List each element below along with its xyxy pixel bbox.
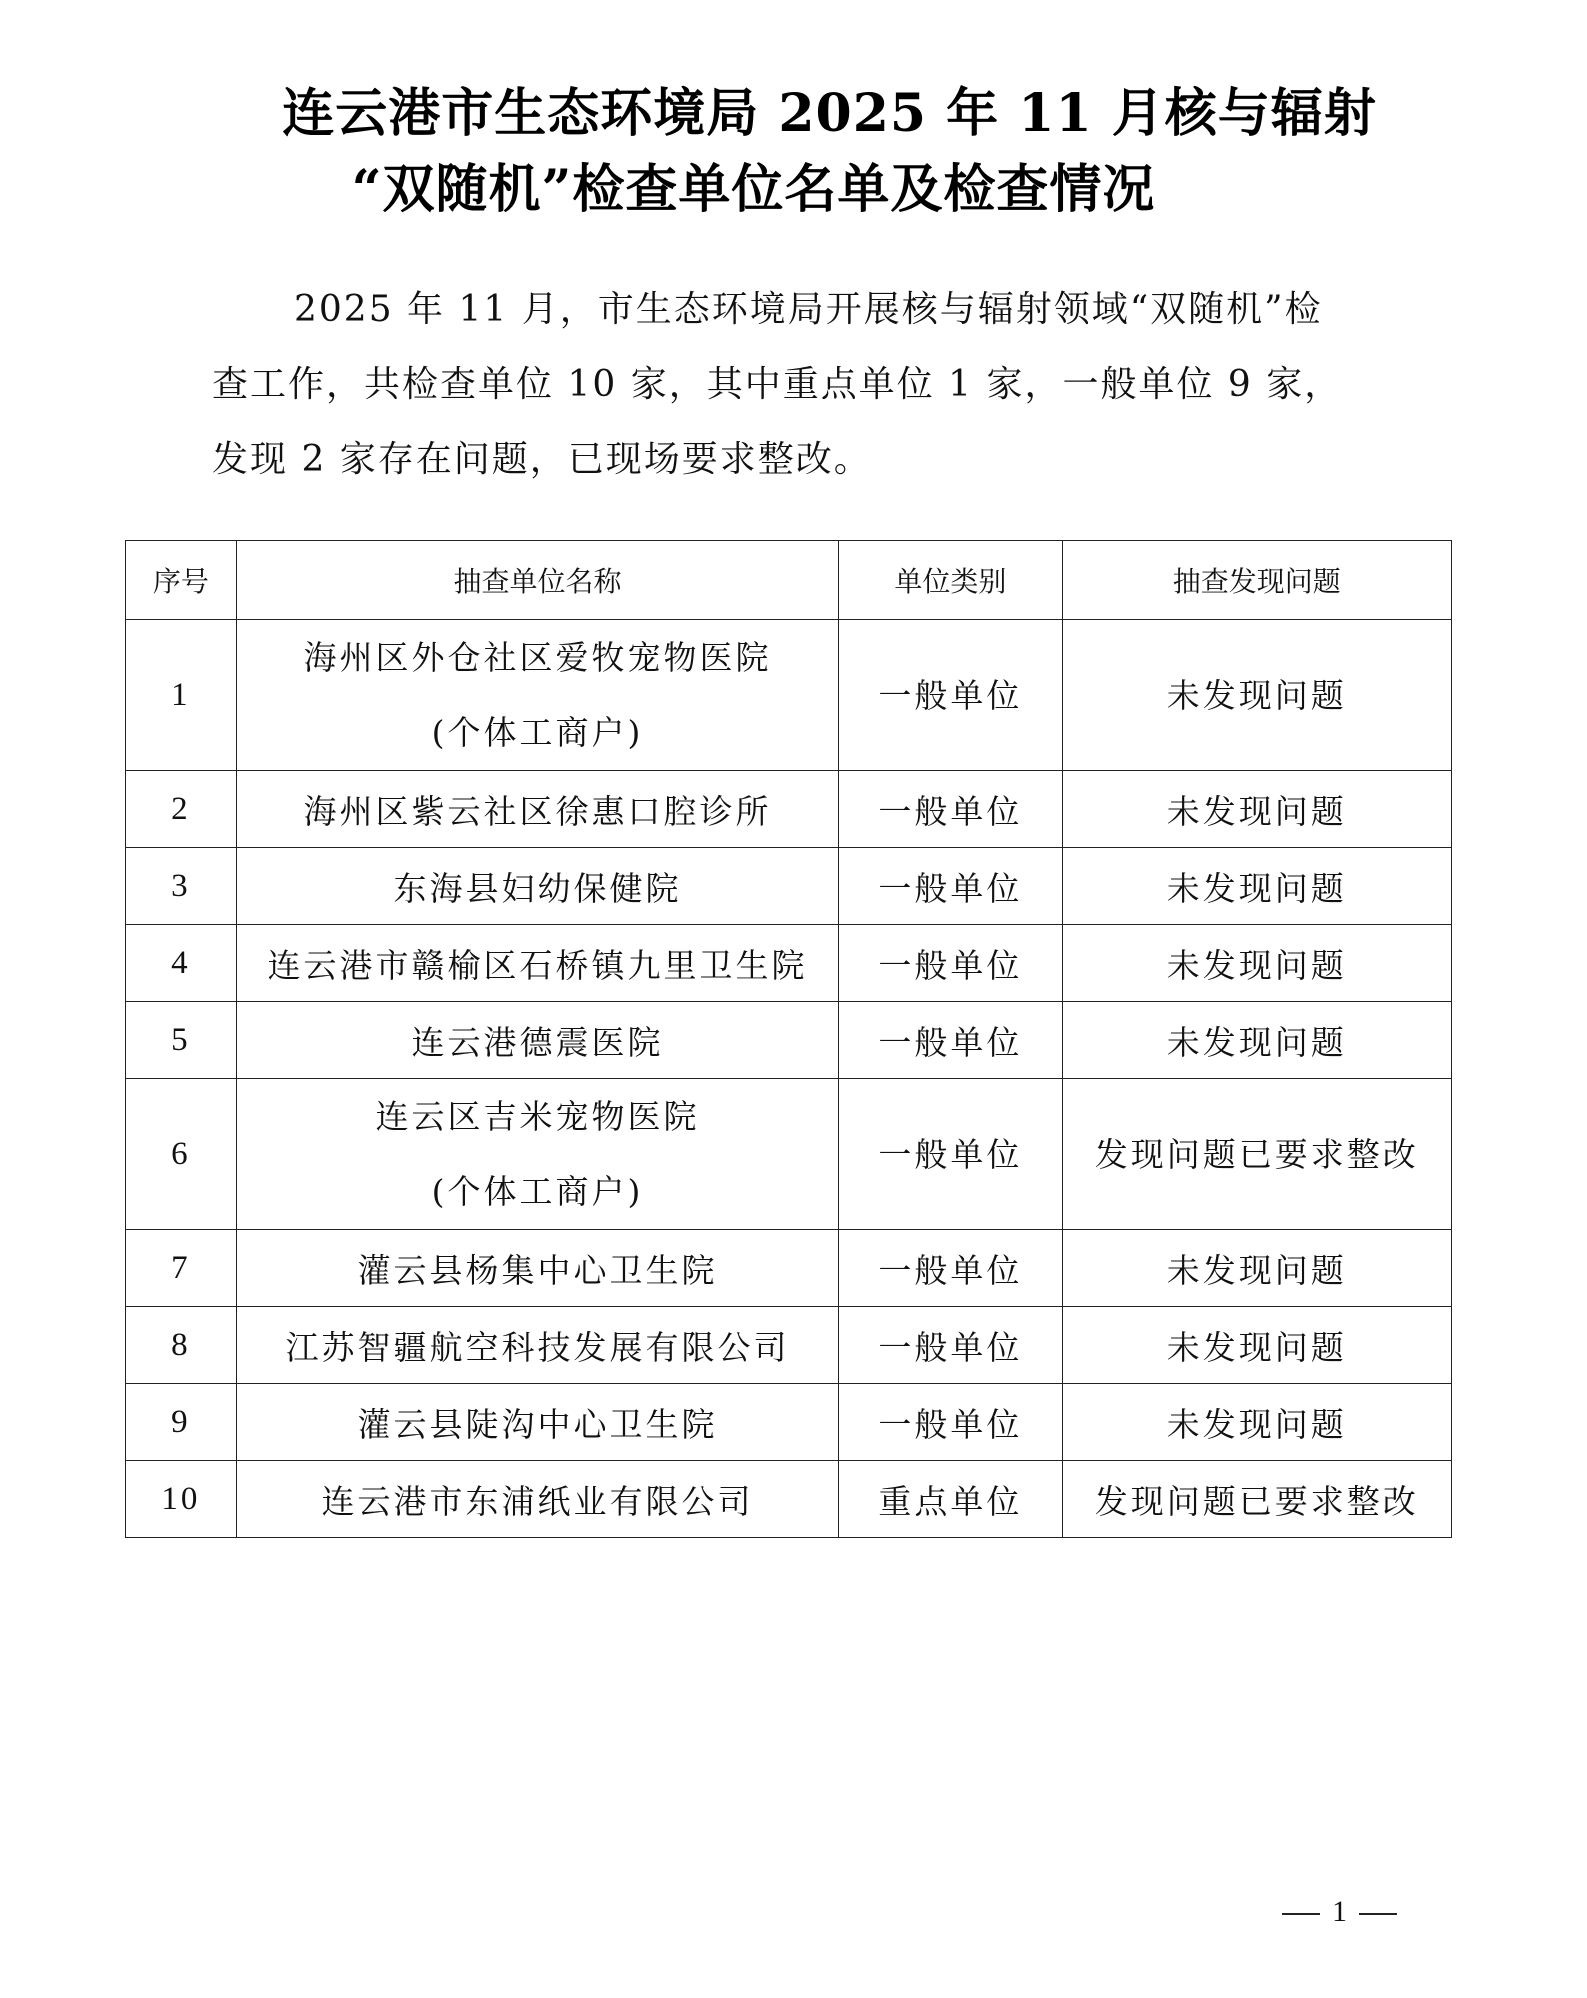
cell-inspection-finding: 未发现问题 xyxy=(1062,1002,1452,1079)
cell-inspection-finding: 未发现问题 xyxy=(1062,925,1452,1002)
cell-unit-name: 灌云县杨集中心卫生院 xyxy=(236,1230,839,1307)
cell-serial-number: 2 xyxy=(126,771,237,848)
cell-inspection-finding: 发现问题已要求整改 xyxy=(1062,1461,1452,1538)
table-row xyxy=(126,771,1452,848)
table-row xyxy=(126,1079,1452,1230)
inspection-table xyxy=(125,540,1452,1538)
cell-serial-number: 10 xyxy=(126,1461,237,1538)
cell-unit-category: 一般单位 xyxy=(839,771,1062,848)
cell-unit-name xyxy=(236,1079,839,1230)
cell-unit-category: 一般单位 xyxy=(839,1307,1062,1384)
summary-paragraph xyxy=(212,272,1392,497)
cell-unit-name: 海州区紫云社区徐惠口腔诊所 xyxy=(236,771,839,848)
cell-unit-category: 重点单位 xyxy=(839,1461,1062,1538)
table-row xyxy=(126,848,1452,925)
page-number-footer xyxy=(1270,1895,1409,1929)
document-title-line-1: 连云港市生态环境局 2025 年 11 月核与辐射 xyxy=(282,83,1377,144)
cell-unit-name: 江苏智疆航空科技发展有限公司 xyxy=(236,1307,839,1384)
cell-unit-category: 一般单位 xyxy=(839,1230,1062,1307)
cell-inspection-finding: 未发现问题 xyxy=(1062,771,1452,848)
cell-unit-category: 一般单位 xyxy=(839,1384,1062,1461)
cell-serial-number: 1 xyxy=(126,620,237,771)
cell-inspection-finding: 发现问题已要求整改 xyxy=(1062,1079,1452,1230)
document-title-line-2: “双随机”检查单位名单及检查情况 xyxy=(351,159,1156,220)
table-row xyxy=(126,1384,1452,1461)
cell-unit-category: 一般单位 xyxy=(839,848,1062,925)
table-row xyxy=(126,1461,1452,1538)
cell-unit-name: 连云港市赣榆区石桥镇九里卫生院 xyxy=(236,925,839,1002)
unit-name-sub: (个体工商户) xyxy=(431,713,644,752)
paragraph-line-1: 2025 年 11 月，市生态环境局开展核与辐射领域“双随机”检 xyxy=(294,289,1323,330)
cell-inspection-finding: 未发现问题 xyxy=(1062,620,1452,771)
paragraph-line-3: 发现 2 家存在问题，已现场要求整改。 xyxy=(212,439,872,480)
paragraph-line-2: 查工作，共检查单位 10 家，其中重点单位 1 家，一般单位 9 家， xyxy=(212,364,1343,405)
header-inspection-findings: 抽查发现问题 xyxy=(1062,541,1452,620)
unit-name-main: 海州区外仓社区爱牧宠物医院 xyxy=(303,638,772,677)
header-unit-category: 单位类别 xyxy=(839,541,1062,620)
cell-inspection-finding: 未发现问题 xyxy=(1062,1307,1452,1384)
table-row xyxy=(126,1307,1452,1384)
cell-unit-category: 一般单位 xyxy=(839,1079,1062,1230)
cell-serial-number: 9 xyxy=(126,1384,237,1461)
cell-unit-category: 一般单位 xyxy=(839,925,1062,1002)
cell-unit-name xyxy=(236,620,839,771)
footer-dash-left xyxy=(1282,1913,1320,1915)
unit-name-main: 连云区吉米宠物医院 xyxy=(375,1097,700,1136)
cell-inspection-finding: 未发现问题 xyxy=(1062,1384,1452,1461)
table-row xyxy=(126,1002,1452,1079)
cell-serial-number: 7 xyxy=(126,1230,237,1307)
cell-unit-category: 一般单位 xyxy=(839,1002,1062,1079)
table-row xyxy=(126,620,1452,771)
unit-name-sub: (个体工商户) xyxy=(431,1172,644,1211)
cell-unit-category: 一般单位 xyxy=(839,620,1062,771)
header-unit-name: 抽查单位名称 xyxy=(236,541,839,620)
header-serial-number: 序号 xyxy=(126,541,237,620)
cell-unit-name: 连云港德震医院 xyxy=(236,1002,839,1079)
cell-serial-number: 6 xyxy=(126,1079,237,1230)
cell-serial-number: 5 xyxy=(126,1002,237,1079)
cell-serial-number: 8 xyxy=(126,1307,237,1384)
cell-unit-name: 东海县妇幼保健院 xyxy=(236,848,839,925)
table-row xyxy=(126,925,1452,1002)
cell-serial-number: 3 xyxy=(126,848,237,925)
footer-dash-right xyxy=(1359,1913,1397,1915)
cell-inspection-finding: 未发现问题 xyxy=(1062,848,1452,925)
cell-unit-name: 灌云县陡沟中心卫生院 xyxy=(236,1384,839,1461)
table-row xyxy=(126,1230,1452,1307)
cell-inspection-finding: 未发现问题 xyxy=(1062,1230,1452,1307)
cell-unit-name: 连云港市东浦纸业有限公司 xyxy=(236,1461,839,1538)
page-number: 1 xyxy=(1332,1895,1347,1928)
table-header-row xyxy=(126,541,1452,620)
cell-serial-number: 4 xyxy=(126,925,237,1002)
